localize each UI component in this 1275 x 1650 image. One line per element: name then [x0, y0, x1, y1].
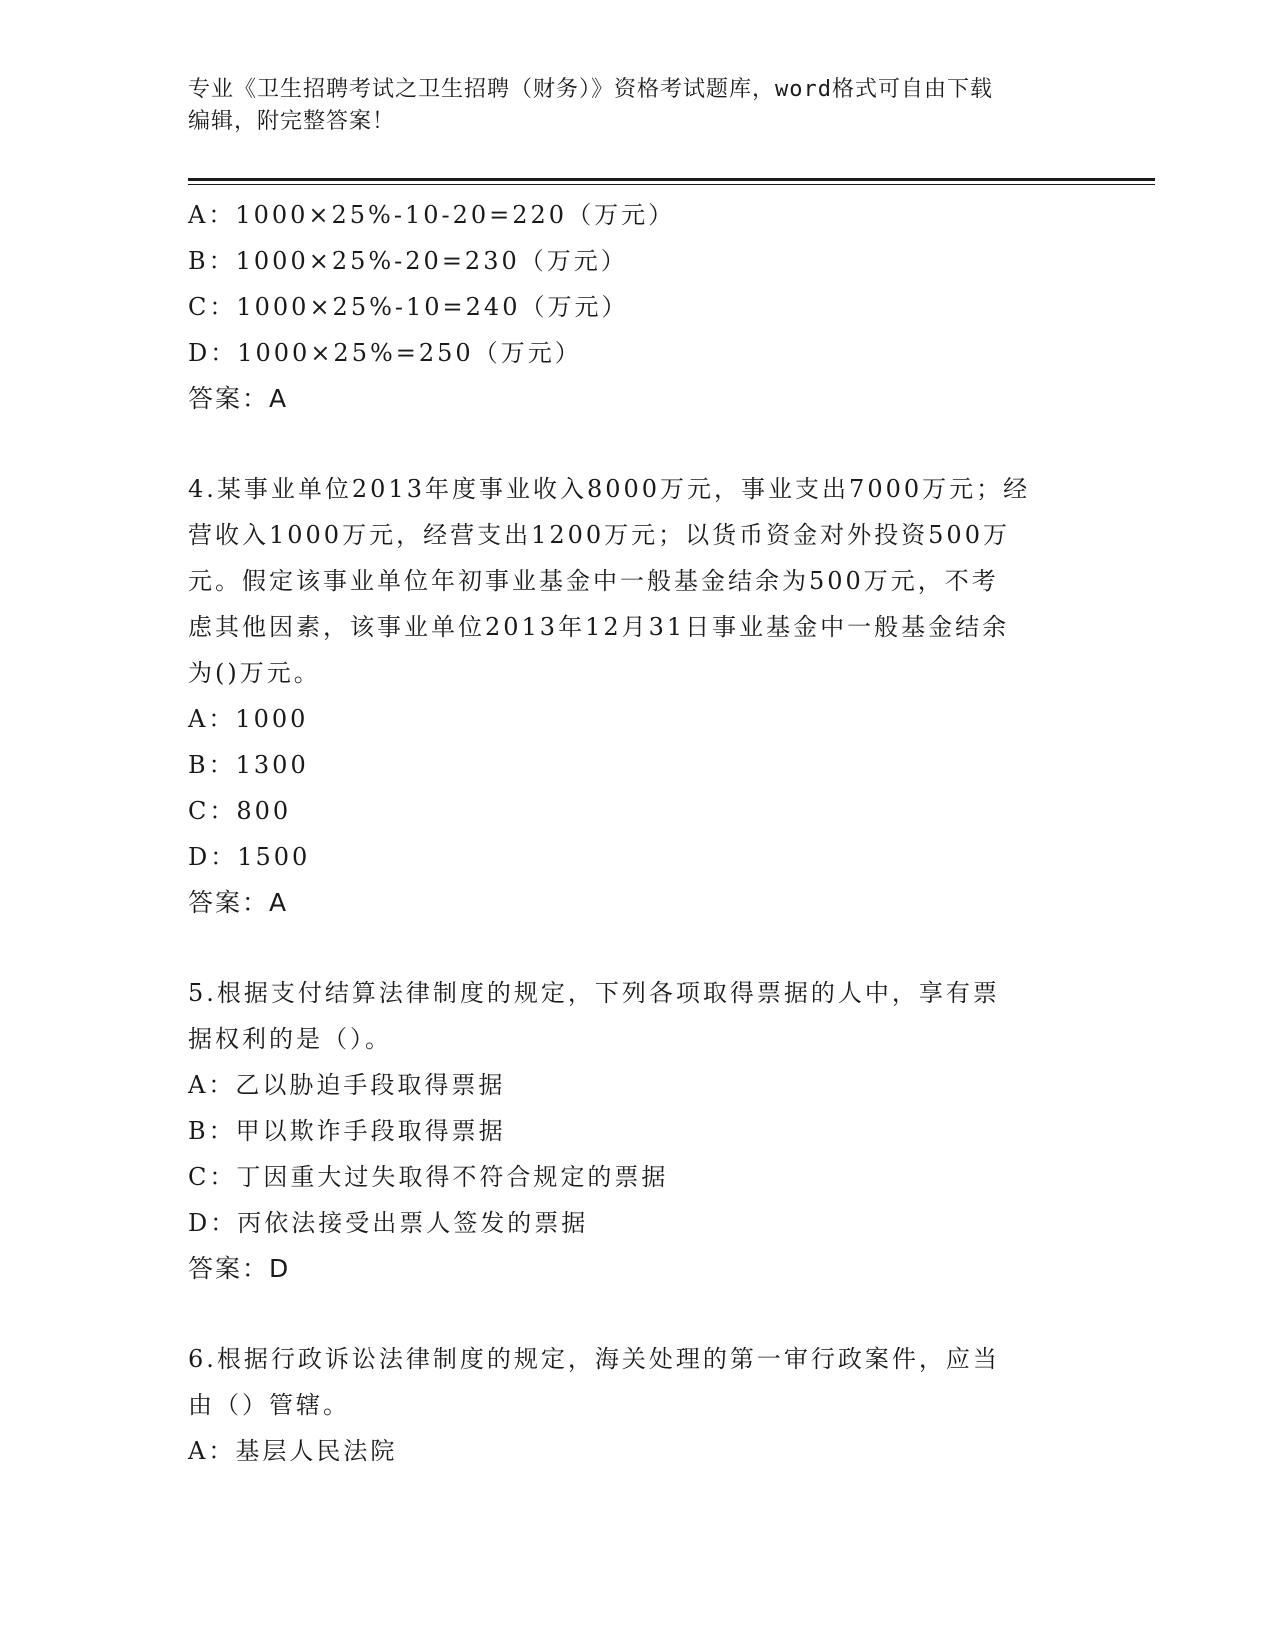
- option-a: A：1000×25%-10-20=220（万元）: [188, 201, 676, 229]
- question-stem-line: 虑其他因素，该事业单位2013年12月31日事业基金中一般基金结余: [188, 613, 1010, 641]
- spacer: [188, 926, 1088, 970]
- option-a: A：1000: [188, 705, 309, 733]
- question-stem-line: 4.某事业单位2013年度事业收入8000万元，事业支出7000万元；经: [188, 475, 1031, 503]
- question-4: [188, 466, 1088, 926]
- spacer: [188, 1292, 1088, 1336]
- header-divider-thick: [188, 178, 1155, 181]
- header-divider-thin: [188, 184, 1155, 185]
- option-d: D：1500: [188, 843, 311, 871]
- option-a: A：基层人民法院: [188, 1437, 398, 1465]
- question-stem-line: 5.根据支付结算法律制度的规定，下列各项取得票据的人中，享有票: [188, 979, 1000, 1007]
- question-6: [188, 1336, 1088, 1474]
- answer-line: 答案：A: [188, 384, 289, 413]
- question-3: [188, 192, 1088, 422]
- option-b: B：1000×25%-20=230（万元）: [188, 247, 628, 275]
- header-line-2: 编辑，附完整答案！: [188, 109, 396, 134]
- question-stem-line: 为()万元。: [188, 659, 321, 687]
- question-stem-line: 由（）管辖。: [188, 1391, 350, 1419]
- option-d: D：丙依法接受出票人签发的票据: [188, 1209, 589, 1237]
- option-b: B：1300: [188, 751, 309, 779]
- option-c: C：800: [188, 797, 292, 825]
- option-a: A：乙以胁迫手段取得票据: [188, 1071, 506, 1099]
- page-header: [188, 74, 1088, 138]
- question-stem-line: 营收入1000万元，经营支出1200万元；以货币资金对外投资500万: [188, 521, 1010, 549]
- question-content: [188, 192, 1088, 1474]
- question-stem-line: 据权利的是（）。: [188, 1025, 392, 1053]
- option-d: D：1000×25%=250（万元）: [188, 339, 582, 367]
- spacer: [188, 422, 1088, 466]
- question-stem-line: 元。假定该事业单位年初事业基金中一般基金结余为500万元，不考: [188, 567, 999, 595]
- answer-line: 答案：A: [188, 888, 289, 917]
- question-5: [188, 970, 1088, 1292]
- option-c: C：丁因重大过失取得不符合规定的票据: [188, 1163, 669, 1191]
- answer-line: 答案：D: [188, 1254, 291, 1283]
- question-stem-line: 6.根据行政诉讼法律制度的规定，海关处理的第一审行政案件，应当: [188, 1345, 1000, 1373]
- header-line-1: 专业《卫生招聘考试之卫生招聘（财务）》资格考试题库，word格式可自由下载: [188, 77, 993, 102]
- option-b: B：甲以欺诈手段取得票据: [188, 1117, 506, 1145]
- option-c: C：1000×25%-10=240（万元）: [188, 293, 629, 321]
